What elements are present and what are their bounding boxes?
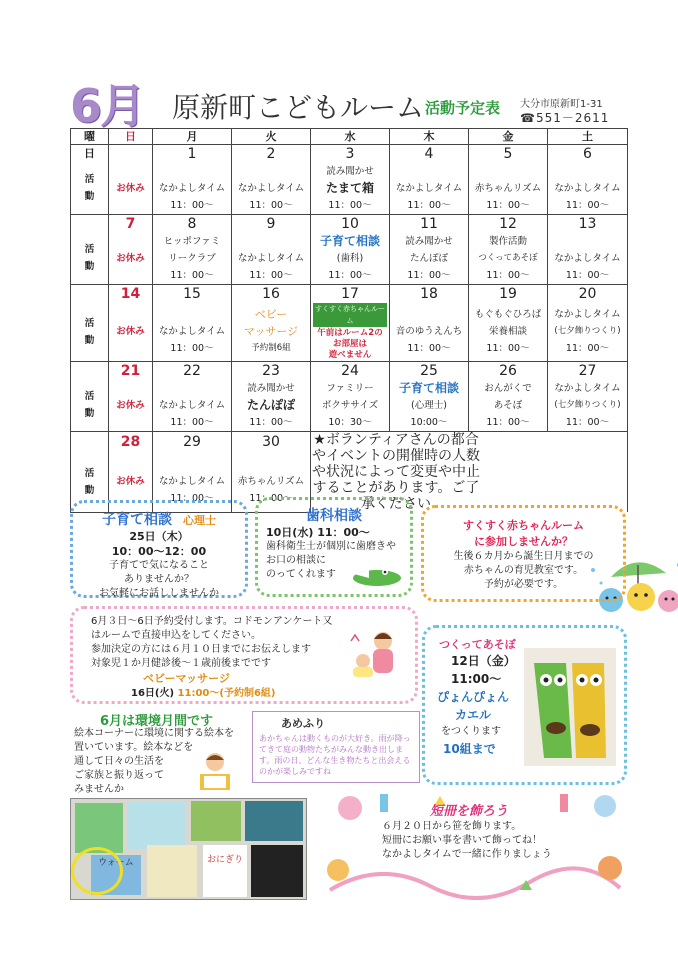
activity-cell: 子育て相談 (心理士) 10:00～	[390, 379, 469, 432]
activity-cell: ファミリー ボクササイズ 10：30～	[311, 379, 390, 432]
sukusuku-room-box	[421, 505, 626, 602]
tanzaku-text	[382, 820, 552, 862]
kankyo-line2: 置いています。絵本などを	[74, 742, 194, 753]
activity-label: 活 動	[71, 452, 109, 512]
kosodate-time: 10：00～12：00	[111, 545, 207, 558]
address: 大分市原新町1-31	[520, 99, 603, 110]
activity-cell: 赤ちゃんリズム 11：00～	[232, 452, 311, 512]
tanzaku-line2: 短冊にお願い事を書いて飾ってね！	[382, 835, 542, 846]
dental-title: 歯科相談	[306, 508, 362, 524]
activity-cell: なかよしタイム (七夕飾りつくり) 11：00～	[548, 302, 628, 362]
tsukutte-line3: をつくります	[441, 726, 501, 737]
month-title: 6月	[70, 79, 145, 133]
page-title: 原新町こどもルーム	[172, 91, 425, 124]
date-cell: 11	[390, 215, 469, 233]
tanzaku-section	[320, 790, 627, 900]
tanzaku-title: 短冊を飾ろう	[430, 804, 509, 819]
baby-time: 11:00～(予約制6組)	[177, 688, 276, 699]
activity-cell: 製作活動 つくってあそぼ 11：00～	[469, 232, 548, 285]
activity-cell: おんがくで あそぼ 11：00～	[469, 379, 548, 432]
activity-calendar	[70, 128, 628, 513]
activity-cell: なかよしタイム 11：00～	[548, 232, 628, 285]
weekday-mon: 月	[153, 129, 232, 145]
tanzaku-line3: なかよしタイムで一緒に作りましょう	[382, 849, 552, 860]
date-cell	[71, 215, 109, 233]
activity-cell: ヒッポファミ リークラブ 11：00～	[153, 232, 232, 285]
date-cell: 30	[232, 432, 311, 452]
date-cell: 10	[311, 215, 390, 233]
sukusuku-line3: 予約が必要です。	[483, 579, 564, 590]
activity-label: 活 動	[71, 302, 109, 362]
date-cell	[109, 145, 153, 163]
date-cell: 7	[109, 215, 153, 233]
book-title-1: ウォーム	[91, 855, 141, 895]
book-title-2: おにぎり	[203, 845, 247, 897]
date-cell: 15	[153, 285, 232, 303]
date-cell: 28	[109, 432, 153, 452]
closed-cell: お休み	[109, 232, 153, 285]
kankyo-line1: 絵本コーナーに環境に関する絵本を	[74, 728, 234, 739]
tsukutte-time: 11:00～	[451, 672, 502, 686]
crocodile-icon	[349, 560, 404, 590]
weekday-label: 曜	[71, 129, 109, 145]
date-cell: 5	[469, 145, 548, 163]
activity-cell: 読み聞かせ たまて箱 11：00～	[311, 162, 390, 215]
date-cell: 4	[390, 145, 469, 163]
date-cell: 19	[469, 285, 548, 303]
activity-cell: なかよしタイム (七夕飾りつくり) 11：00～	[548, 379, 628, 432]
date-cell: 6	[548, 145, 628, 163]
paper-frog-craft-image	[524, 648, 616, 766]
ameful-title: あめふり	[281, 717, 325, 730]
date-cell: 25	[390, 362, 469, 380]
date-cell: 23	[232, 362, 311, 380]
kankyo-line4: ご家族と振り返って	[74, 770, 164, 781]
date-cell	[71, 285, 109, 303]
activity-cell: なかよしタイム 11：00～	[153, 302, 232, 362]
date-cell	[71, 432, 109, 452]
date-cell: 29	[153, 432, 232, 452]
tsukutte-asobo-box	[422, 625, 627, 785]
baby-massage-box	[70, 606, 418, 704]
baby-line4: 対象児１か月健診後～１歳前後までです	[91, 658, 271, 669]
kosodate-title: 子育て相談	[101, 512, 172, 528]
weekday-wed: 水	[311, 129, 390, 145]
dental-line2: お口の相談に	[266, 555, 326, 566]
child-reading-illustration	[190, 748, 240, 798]
tsukutte-line2: カエル	[455, 708, 492, 722]
activity-label: 活 動	[71, 232, 109, 285]
activity-label: 活 動	[71, 379, 109, 432]
date-cell: 20	[548, 285, 628, 303]
weekday-fri: 金	[469, 129, 548, 145]
kosodate-line2: ありませんか？	[124, 574, 194, 585]
closed-cell: お休み	[109, 302, 153, 362]
dental-line3: のってくれます	[266, 569, 336, 580]
date-cell	[71, 362, 109, 380]
date-cell: 24	[311, 362, 390, 380]
mother-baby-illustration	[345, 627, 407, 689]
dental-date: 10日(水) 11：00～	[266, 526, 370, 539]
closed-cell: お休み	[109, 452, 153, 512]
activity-cell: なかよしタイム 11：00～	[232, 162, 311, 215]
activity-cell: なかよしタイム 11：00～	[153, 379, 232, 432]
date-cell: 27	[548, 362, 628, 380]
sukusuku-line2: 赤ちゃんの育児教室です。	[463, 565, 584, 576]
kosodate-line3: お気軽にお話ししませんか	[99, 588, 219, 599]
activity-cell: なかよしタイム 11：00～	[548, 162, 628, 215]
closed-cell: お休み	[109, 379, 153, 432]
tsukutte-line1: ぴょんぴょん	[437, 690, 510, 704]
date-cell: 18	[390, 285, 469, 303]
activity-cell: 読み聞かせ たんぽぽ 11：00～	[390, 232, 469, 285]
date-cell: 13	[548, 215, 628, 233]
kankyo-line5: みませんか	[74, 784, 124, 795]
activity-cell: ベビー マッサージ 予約制6組	[232, 302, 311, 362]
activity-cell: なかよしタイム 11：00～	[153, 162, 232, 215]
activity-cell: なかよしタイム 11：00～	[153, 452, 232, 512]
activity-cell: 赤ちゃんリズム 11：00～	[469, 162, 548, 215]
date-cell: 16	[232, 285, 311, 303]
baby-title: ベビーマッサージ	[143, 672, 230, 685]
ameful-text: あかちゃんは動くものが大好き。雨が降ってきて庭の動物たちがみんな動き出します。雨の日、どんな生き物たちと出会えるのかが楽しみですね	[259, 734, 411, 776]
tanzaku-line1: ６月２０日から笹を飾ります。	[382, 821, 522, 832]
closed-cell: お休み	[109, 162, 153, 215]
date-cell: 1	[153, 145, 232, 163]
activity-cell: 読み聞かせ たんぽぽ 11：00～	[232, 379, 311, 432]
kankyo-line3: 通して日々の生活を	[74, 756, 164, 767]
kankyo-title: 6月は環境月間です	[100, 714, 214, 729]
activity-cell: なかよしタイム 11：00～	[232, 232, 311, 285]
weekday-thu: 木	[390, 129, 469, 145]
date-cell: 17	[311, 285, 390, 303]
day-label: 日	[71, 145, 109, 163]
dental-consult-box	[255, 497, 413, 597]
sukusuku-line1: 生後６カ月から誕生日月までの	[453, 551, 594, 562]
calendar-note: ★ボランティアさんの都合やイベントの開催時の人数 や状況によって変更や中止することがあります。ご了承ください	[311, 432, 628, 513]
dental-line1: 歯科衛生士が個別に歯磨きや	[266, 541, 396, 552]
date-cell: 26	[469, 362, 548, 380]
activity-cell: なかよしタイム 11：00～	[390, 162, 469, 215]
ameful-box	[252, 711, 420, 783]
kosodate-sub: 心理士	[183, 514, 217, 527]
activity-label: 活 動	[71, 162, 109, 215]
tsukutte-line4: 10組まで	[443, 742, 496, 756]
telephone: ☎551－2611	[520, 111, 610, 125]
baby-line3: 参加決定の方には６月１０日までにお伝えします	[91, 644, 311, 655]
weekday-sun: 日	[109, 129, 153, 145]
schedule-label: 活動予定表	[425, 99, 501, 117]
date-cell: 14	[109, 285, 153, 303]
kosodate-consult-box	[70, 500, 248, 598]
tsukutte-title: つくってあそぼ	[439, 638, 516, 651]
activity-cell: もぐもぐひろば 栄養相談 11：00～	[469, 302, 548, 362]
baby-line2: はルームで直接申込をしてください。	[91, 630, 261, 641]
kosodate-date: 25日（木）	[129, 530, 189, 543]
date-cell: 12	[469, 215, 548, 233]
date-cell: 22	[153, 362, 232, 380]
tsukutte-date: 12日（金）	[451, 654, 516, 668]
weekday-header-row	[71, 129, 628, 145]
baby-line1: 6月３日～6日予約受付します。コドモンアンケート又	[91, 616, 333, 627]
weekday-tue: 火	[232, 129, 311, 145]
date-cell: 3	[311, 145, 390, 163]
activity-cell: 子育て相談 (歯科) 11：00～	[311, 232, 390, 285]
sukusuku-title2: に参加しませんか？	[474, 535, 573, 548]
weekday-sat: 土	[548, 129, 628, 145]
date-cell: 21	[109, 362, 153, 380]
highlight-circle	[71, 847, 123, 895]
picture-books-photo	[70, 798, 307, 900]
sukusuku-title1: すくすく赤ちゃんルーム	[463, 519, 584, 532]
date-cell: 2	[232, 145, 311, 163]
baby-date: 16日(火)	[131, 688, 175, 699]
date-cell: 8	[153, 215, 232, 233]
activity-cell: すくすく赤ちゃんルーム 午前はルーム2の お部屋は 遊べません	[311, 302, 390, 362]
date-cell: 9	[232, 215, 311, 233]
kosodate-line1: 子育てで気になること	[109, 560, 209, 571]
activity-cell: 音のゆうえんち 11：00～	[390, 302, 469, 362]
